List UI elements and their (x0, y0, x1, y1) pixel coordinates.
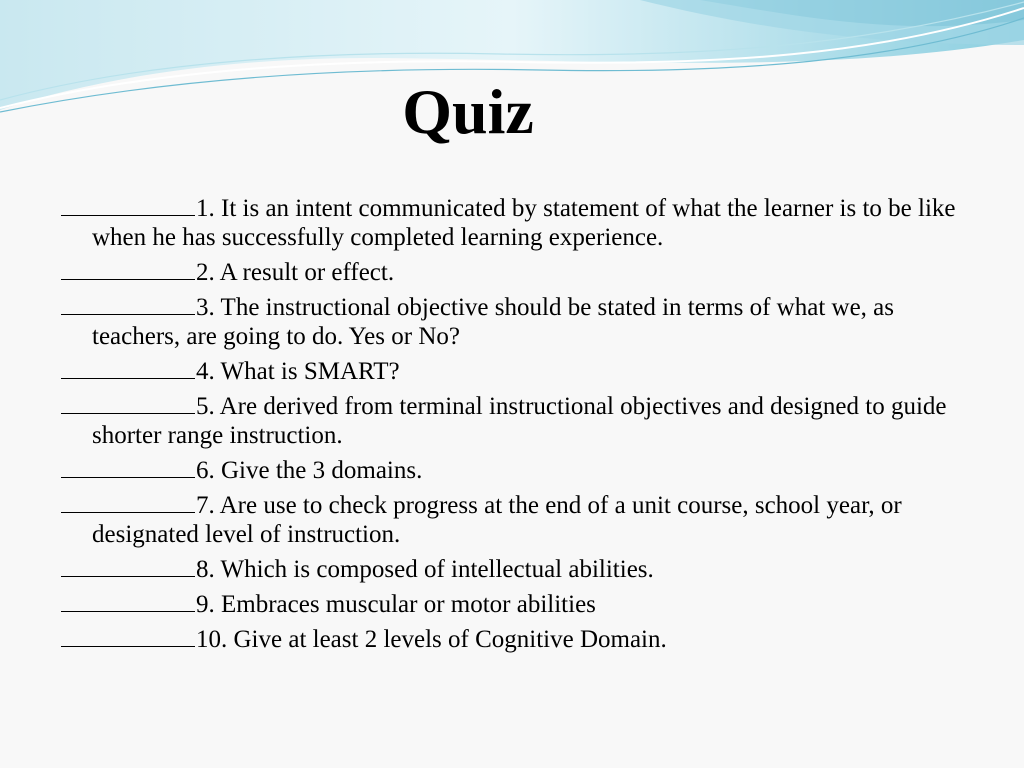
quiz-item (61, 491, 961, 549)
answer-blank[interactable] (61, 393, 195, 414)
question-number: 7. (196, 492, 215, 519)
question-number: 4. (196, 358, 215, 385)
question-number: 9. (196, 591, 215, 618)
question-number: 10. (196, 626, 228, 653)
question-number: 6. (196, 457, 215, 484)
quiz-item (61, 293, 961, 351)
question-text: Which is composed of intellectual abilities. (214, 556, 654, 583)
quiz-item (61, 392, 961, 450)
answer-blank[interactable] (61, 626, 195, 647)
quiz-item (61, 456, 961, 485)
quiz-item (61, 194, 961, 252)
quiz-item (61, 625, 961, 654)
question-text: A result or effect. (214, 259, 395, 286)
question-text: Embraces muscular or motor abilities (214, 591, 596, 618)
question-text: It is an intent communicated by statement of what the learner is to be like when he has successfully completed learning experience. (92, 195, 956, 251)
quiz-item (61, 357, 961, 386)
question-number: 3. (196, 294, 215, 321)
question-number: 2. (196, 259, 215, 286)
answer-blank[interactable] (61, 457, 195, 478)
answer-blank[interactable] (61, 492, 195, 513)
question-text: What is SMART? (214, 358, 400, 385)
question-text: The instructional objective should be stated in terms of what we, as teachers, are going to do. Yes or No? (92, 294, 894, 350)
answer-blank[interactable] (61, 195, 195, 216)
answer-blank[interactable] (61, 358, 195, 379)
question-text: Are use to check progress at the end of a unit course, school year, or designated level of instruction. (92, 492, 902, 548)
answer-blank[interactable] (61, 259, 195, 280)
question-number: 5. (196, 393, 215, 420)
answer-blank[interactable] (61, 294, 195, 315)
question-text: Give at least 2 levels of Cognitive Domain. (227, 626, 667, 653)
quiz-question-list (61, 194, 961, 660)
question-number: 8. (196, 556, 215, 583)
quiz-item (61, 555, 961, 584)
question-text: Are derived from terminal instructional objectives and designed to guide shorter range instruction. (92, 393, 947, 449)
quiz-item (61, 590, 961, 619)
quiz-item (61, 258, 961, 287)
answer-blank[interactable] (61, 591, 195, 612)
answer-blank[interactable] (61, 556, 195, 577)
question-number: 1. (196, 195, 215, 222)
slide-title: Quiz (402, 76, 534, 147)
question-text: Give the 3 domains. (214, 457, 423, 484)
